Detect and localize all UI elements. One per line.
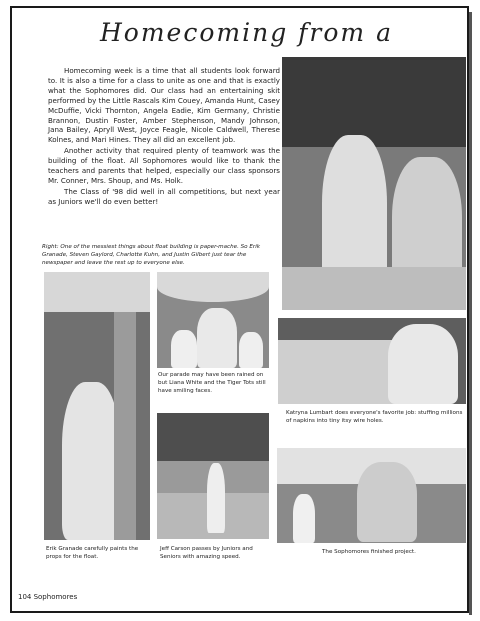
caption-juniors: Jeff Carson passes by Juniors and Seniors with amazing speed. (160, 546, 253, 560)
story-paragraph: The Class of '98 did well in all competitions, but next year as Juniors we'll do even better! (48, 186, 280, 206)
story-paragraph: Homecoming week is a time that all students look forward to. It is also a time for a class to unite as one and that is exactly what the Sophomores did. Our class had an entertaining skit performed by the Little Rascals Kim Couey, Amanda Hunt, Casey McDuffie, Vicki Thornton, Angela Eadie, Kim Germany, Christie Brannon, Dustin Foster, Amber Stephenson, Mandy Johnson, Jana Bailey, Apryll West, Joyce Feagle, Nicole Caldwell, Therese Kolnes, and Mari Hines. They all did an excellent job. (48, 66, 280, 145)
photo-finished-project (277, 448, 466, 543)
photo-napkins (278, 318, 466, 404)
caption-parade: Our parade may have been rained on but Liana White and the Tiger Tots still have smiling faces. (158, 372, 266, 394)
photo-race (157, 413, 269, 539)
photo-float-building (282, 57, 466, 310)
caption-paints: Erik Granade carefully paints the props for the float. (46, 546, 139, 560)
page-title: Homecoming from a (100, 18, 393, 47)
caption-finished: The Sophomores finished project. (322, 549, 416, 555)
caption-paper-mache: Right: One of the messiest things about float building is paper-mache. So Erik Granade, Steven Gaylord, Charlotte Kuhn, and Justin Gilbert just tear the newspaper and leave the rest up to everyone else. (42, 244, 261, 266)
story-paragraph: Another activity that required plenty of teamwork was the building of the float. All Sophomores would like to thank the teachers and parents that helped, especially our class sponsors Mr. Conner, Mrs. Shoup, and Ms. Holk. (48, 146, 280, 185)
caption-napkins: Katryna Lumbart does everyone's favorite job: stuffing millions of napkins into tiny itsy wire holes. (286, 410, 463, 424)
page-folio: 104 Sophomores (18, 593, 78, 601)
story-text (48, 66, 280, 208)
photo-parade (157, 272, 269, 368)
photo-painting-props (44, 272, 150, 540)
